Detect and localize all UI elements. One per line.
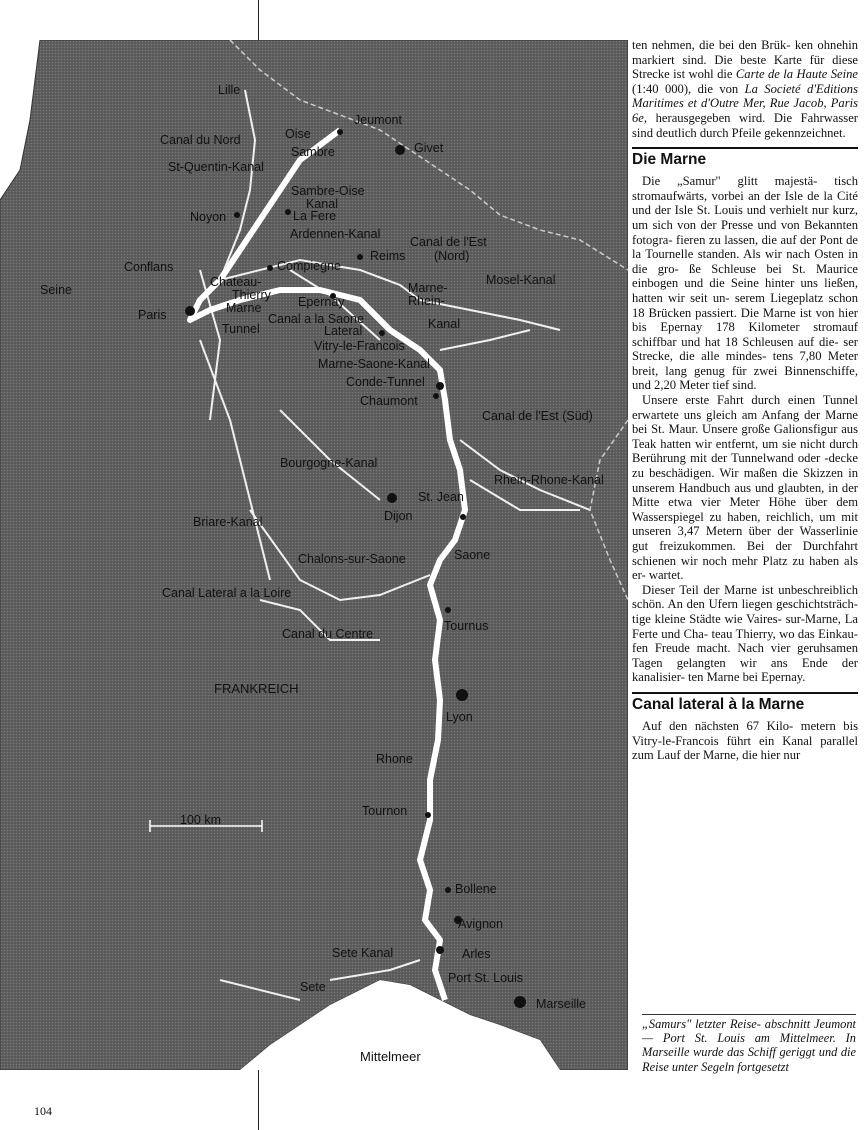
label-sambre-oise-kanal-1: Sambre-Oise	[291, 184, 365, 198]
label-rhein-rhone-kanal: Rhein-Rhone-Kanal	[494, 473, 604, 487]
label-saone: Saone	[454, 548, 491, 562]
label-canal-de-lest-nord-1: Canal de l'Est	[410, 235, 487, 249]
label-tournon: Tournon	[362, 804, 408, 818]
label-sete: Sete	[300, 980, 326, 994]
label-epernay: Epernay	[298, 295, 345, 309]
label-seine: Seine	[40, 283, 72, 297]
label-avignon: Avignon	[458, 917, 503, 931]
label-chalons-sur-saone: Chalons-sur-Saone	[298, 552, 406, 566]
label-chateau-thierry-2: Thierry	[232, 288, 271, 302]
intro-text: ten nehmen, die bei den Brük- ken ohnehin markiert sind. Die beste Karte für diese Strecke ist wohl die	[632, 38, 858, 82]
label-sambre: Sambre	[291, 145, 335, 159]
label-marne-rhein-kanal-3: Kanal	[428, 317, 460, 331]
label-chaumont: Chaumont	[360, 394, 418, 408]
label-la-fere: La Fere	[293, 209, 337, 223]
label-marne-saone-kanal: Marne-Saone-Kanal	[318, 357, 430, 371]
label-st-quentin-kanal: St-Quentin-Kanal	[168, 160, 264, 174]
label-canal-lateral-marne-2: Lateral	[324, 324, 363, 338]
label-lille: Lille	[218, 83, 241, 97]
label-canal-du-nord: Canal du Nord	[160, 133, 241, 147]
label-canal-du-centre: Canal du Centre	[282, 627, 374, 641]
paragraph-4: Auf den nächsten 67 Kilo- metern bis Vitry-le-Francois führt ein Kanal parallel zum Lauf der Marne, die hier nur	[632, 718, 858, 763]
paragraph-3: Dieser Teil der Marne ist unbeschreiblich schön. An den Ufern liegen geschichtsträch- tige kleine Städte wie Vaires- sur-Marne, La Ferte und Cha- teau Thierry, wo das Einkau- fen Freude macht. Nach vier geruhsamen Tagen gelangten wir ans Ende der kanalisier- ten Marne bei Epernay.	[632, 582, 858, 685]
label-rhone: Rhone	[376, 752, 413, 766]
paragraph-2: Unsere erste Fahrt durch einen Tunnel erwartete uns gleich am Anfang der Marne bei St. Maur. Unsere große Galionsfigur aus Teak hatten wir entfernt, um sie nicht durch Berührung mit der Tunnelwand oder -decke zu beschädigen. Wir maßen die Skizzen in unserem Handbuch aus und glaubten, in der Mitte etwa vier Meter Höhe über dem Wasserspiegel zu haben, reichlich, um mit unseren 3,47 Metern über der Wasserlinie gut freizukommen. Bei der Durchfahrt schienen wir noch mehr Platz zu haben als er- wartet.	[632, 393, 858, 583]
label-canal-de-lest-sud: Canal de l'Est (Süd)	[482, 409, 593, 423]
label-givet: Givet	[414, 141, 444, 155]
label-lyon: Lyon	[446, 710, 473, 724]
heading-die-marne: Die Marne	[632, 147, 858, 168]
label-conflans: Conflans	[124, 260, 174, 274]
intro-paragraph	[632, 38, 858, 140]
label-conde-tunnel: Conde-Tunnel	[346, 375, 425, 389]
label-compiegne: Compiegne	[277, 259, 341, 273]
label-ardennen-kanal: Ardennen-Kanal	[290, 227, 381, 241]
label-dijon: Dijon	[384, 509, 413, 523]
label-noyon: Noyon	[190, 210, 227, 224]
label-reims: Reims	[370, 249, 406, 263]
label-mittelmeer: Mittelmeer	[360, 1049, 421, 1064]
label-marne-rhein-kanal-2: Rhein-	[408, 294, 445, 308]
map-caption: „Samurs" letzter Reise- abschnitt Jeumont — Port St. Louis am Mittelmeer. In Marseille wurde das Schiff geriggt und die Reise unter Segeln fortgesetzt	[642, 1014, 856, 1074]
label-jeumont: Jeumont	[354, 113, 402, 127]
label-vitry-le-francois: Vitry-le-Francois	[314, 339, 405, 353]
label-arles: Arles	[462, 947, 491, 961]
page-number: 104	[34, 1104, 52, 1118]
heading-canal-lateral: Canal lateral à la Marne	[632, 692, 858, 713]
label-port-st-louis: Port St. Louis	[448, 971, 524, 985]
label-bollene: Bollene	[455, 882, 497, 896]
label-mosel-kanal: Mosel-Kanal	[486, 273, 556, 287]
label-marne-rhein-kanal-1: Marne-	[408, 281, 448, 295]
france-waterways-map	[0, 40, 628, 1070]
article-column	[632, 38, 858, 763]
label-chateau-thierry-1: Chateau-	[210, 275, 262, 289]
label-tournus: Tournus	[444, 619, 489, 633]
label-canal-de-lest-nord-2: (Nord)	[434, 249, 470, 263]
label-bourgogne-kanal: Bourgogne-Kanal	[280, 456, 378, 470]
intro-publisher: La Societé d'Editions Maritimes et d'Outre Mer, Rue Jacob, Paris 6e,	[632, 81, 858, 125]
label-briare-kanal: Briare-Kanal	[193, 515, 263, 529]
label-canal-lateral-marne-1: Canal a la Saone	[268, 312, 364, 326]
intro-end: herausgegeben wird. Die Fahrwasser sind deutlich durch Pfeile gekennzeichnet.	[632, 110, 858, 140]
label-oise: Oise	[285, 127, 311, 141]
label-sete-kanal: Sete Kanal	[332, 946, 394, 960]
label-st-jean: St. Jean	[418, 490, 464, 504]
label-frankreich: FRANKREICH	[214, 681, 299, 696]
label-canal-lateral-loire: Canal Lateral a la Loire	[162, 586, 292, 600]
intro-map-title: Carte de la Haute Seine	[735, 67, 858, 82]
label-paris: Paris	[138, 308, 167, 322]
intro-scale: (1:40 000), die von	[632, 81, 745, 96]
label-marseille: Marseille	[536, 997, 587, 1011]
label-scale: 100 km	[180, 813, 221, 827]
label-sambre-oise-kanal-2: Kanal	[306, 197, 338, 211]
label-tunnel: Tunnel	[222, 322, 260, 336]
label-marne: Marne	[226, 301, 262, 315]
paragraph-1: Die „Samur" glitt majestä- tisch stromaufwärts, vorbei an der Isle de la Cité und der Isle St. Louis und verhielt nur kurz, um sich von der Presse und von Bekannten fotogra- fieren zu lassen, die auf der Pont de la Tournelle standen. Als wir nach Osten in die gro- ße Schleuse bei St. Maurice einbogen und die Seine hinter uns ließen, hatten wir seit un- serem Liegeplatz schon 18 Brücken passiert. Die Marne ist von hier bis Epernay 178 Kilometer stromauf schiffbar und hat 18 Schleusen auf die- ser Strecke, die alle mindes- tens 7,80 Meter breit, lang genug für zwei Binnenschiffe, und 2,20 Meter tief sind.	[632, 174, 858, 393]
